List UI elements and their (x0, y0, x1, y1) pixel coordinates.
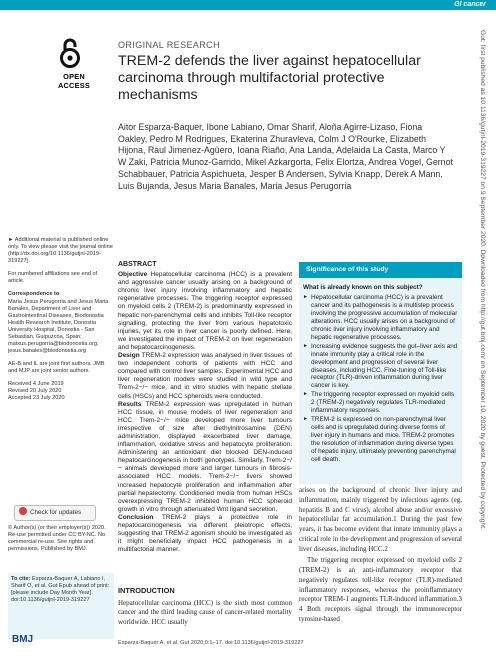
results-text: TREM-2 expression was upregulated in human HCC tissue, in mouse models of liver regeneration and HCC. Trem-2−/− mice developed more liver tumours irrespective of size after diethylnitrosamine (DEN) administration, displayed exacerbated liver damage, inflammation, oxidative stress and hepatocyte proliferation. Administering an antioxidant diet blocked DEN-induced hepatocarcinogenesis in both genotypes. Similarly, Trem-2−/− animals developed more and larger tumours in fibrosis-associated HCC models. Trem-2−/− livers showed increased hepatocyte proliferation and inflammation after partial hepatectomy. Conditioned media from human HSCs overexpressing TREM-2 inhibited human HCC spheroid growth in vitro through attenuated Wnt ligand secretion. (118, 400, 292, 513)
significance-item: ► Hepatocellular carcinoma (HCC) is a prevalent cancer and its pathogenesis is a multistep process involving the progressive accumulation of molecular alterations. HCC usually arises on a background of chronic liver injury involving inflammatory and hepatic regenerative processes. (303, 294, 458, 342)
page-footer: Esparza-Baquer A, et al. Gut 2020;0:1–17. doi:10.1136/gutjnl-2019-319227 (118, 640, 304, 646)
introduction-heading: INTRODUCTION (118, 586, 175, 595)
correspondence-body: Maria Jesus Perugorria and Jesus Maria Banales, Department of Liver and Gastrointestinal Diseases, Biodonostia Health Research Institute, Donostia University Hospital, Donostia - San Sebastian, Guipuzcoa, Spain; matxus.perugorria@biodonostia.org, jesus.banales@biodonostia.org (8, 299, 109, 354)
open-access-lock-icon (58, 38, 82, 68)
bmj-logo: BMJ (12, 634, 34, 645)
results-label: Results (118, 400, 142, 408)
conclusion-text: TREM-2 plays a protective role in hepatocarcinogenesis via different pleiotropic effects, suggesting that TREM-2 agonism should be investigated as it might beneficially impact HCC pathogenesis in a multifactorial manner. (118, 513, 292, 554)
check-updates-label: Check for updates (30, 509, 82, 516)
abstract-heading: ABSTRACT (118, 261, 157, 268)
author-list: Aitor Esparza-Baquer, Ibone Labiano, Omar Sharif, Aloña Agirre-Lizaso, Fiona Oakley, Pedro M Rodrigues, Ekaterina Zhuravleva, Colm J O'Rourke, Elizabeth Hijona, Raul Jimenez-Agüero, Ioana Riaño, Ana Landa, Adelaida La Casta, Marco Y W Zaki, Patricia Munoz-Garrido, Mikel Azkargorta, Felix Elortza, Andrea Vogel, Gernot Schabbauer, Patricia Aspichueta, Jesper B Andersen, Sylvia Knapp, Derek A Mann, Luis Bujanda, Jesus Maria Banales, Maria Jesus Perugorria (118, 122, 453, 191)
body-paragraph: arises on the background of chronic liver injury and inflammation, mainly triggered by infectious agents (eg, hepatitis B and C virus), alcohol abuse and/or excessive hepatocellular fat accumulation.1 During the past few years, it has become evident that innate immunity plays a critical role in the development and progression of several liver diseases, including HCC.2 (299, 486, 462, 553)
left-notes (8, 237, 114, 408)
significance-item: ► The triggering receptor expressed on myeloid cells 2 (TREM-2) negatively regulates TLR-mediated inflammatory responses. (303, 391, 458, 415)
cite-label: To cite: (11, 576, 31, 582)
significance-body (303, 284, 458, 465)
significance-heading: Significance of this study (299, 262, 462, 278)
additional-material-note: ► Additional material is published online only. To view please visit the journal online (http://dx.doi.org/10.1136/gutjnl-2019-319227). (8, 237, 113, 264)
section-label: ORIGINAL RESEARCH (118, 40, 220, 50)
cite-text: Esparza-Baquer A, Labiano I, Sharif O, et al. Gut Epub ahead of print: [please include Day Month Year]. doi:10.1136/gutjnl-2019-319227 (11, 576, 110, 603)
introduction-text: Hepatocellular carcinoma (HCC) is the sixth most common cancer and the third leading cause of cancer-related mortality worldwide. HCC usually (118, 598, 292, 626)
abstract (118, 261, 292, 554)
significance-question: What is already known on this subject? (303, 284, 423, 291)
equal-contribution-note: AE-B and IL are joint first authors. JMB and MJP are joint senior authors. (8, 361, 105, 374)
journal-section-tag: GI cancer (454, 1, 486, 8)
design-label: Design (118, 352, 140, 360)
conclusion-label: Conclusion (118, 513, 154, 521)
design-text: TREM-2 expression was analysed in liver tissues of two independent cohorts of patients with HCC and compared with control liver samples. Experimental HCC and liver regeneration models were studied in wild type and Trem-2−/− mice, and in vitro studies with hepatic stellate cells (HSCs) and HCC spheroids were conducted. (118, 352, 292, 400)
significance-item: ► TREM-2 is expressed on non-parenchymal liver cells and is upregulated during diverse forms of liver injury in humans and mice. TREM-2 promotes the resolution of inflammation during diverse types of hepatic injury, ultimately preventing parenchymal cell death. (303, 416, 458, 464)
affiliations-note: For numbered affiliations see end of article. (8, 271, 98, 284)
side-citation-text: Gut: first published as 10.1136/gutjnl-2019-319227 on 9 September 2020. Downloaded from http://gut.bmj.com/ on September 10, 2020 by guest. Protected by copyright. (479, 30, 486, 530)
correspondence-heading: Correspondence to (8, 291, 60, 297)
crossmark-icon (19, 507, 27, 515)
article-title: TREM-2 defends the liver against hepatocellular carcinoma through multifactorial protective mechanisms (118, 53, 421, 103)
open-access-label: OPEN ACCESS (57, 72, 90, 90)
article-dates: Received 4 June 2019 Revised 20 July 2020 Accepted 23 July 2020 (8, 381, 65, 401)
objective-text: Hepatocellular carcinoma (HCC) is a prevalent and aggressive cancer usually arising on a background of chronic liver injury involving inflammatory and hepatic regenerative processes. The triggering receptor expressed on myeloid cells 2 (TREM-2) is predominantly expressed in hepatic non-parenchymal cells and inhibits Toll-like receptor signalling, protecting the liver from various hepatotoxic injuries, yet its role in liver cancer is poorly defined. Here, we investigated the impact of TREM-2 on liver regeneration and hepatocarcinogenesis. (118, 271, 292, 351)
side-citation-strip (470, 30, 490, 650)
citation-box (8, 573, 114, 639)
introduction (118, 586, 292, 627)
copyright-note: © Author(s) (or their employer(s)) 2020. Re-use permitted under CC BY-NC. No commercial re-use. See rights and permissions. Published by BMJ. (8, 525, 106, 552)
objective-label: Objective (118, 271, 148, 279)
significance-box (299, 262, 462, 484)
top-bar (0, 0, 496, 10)
significance-item: ► Increasing evidence suggests the gut–liver axis and innate immunity play a critical role in the development and progression of several liver diseases, including HCC. Fine-tuning of Toll-like receptor (TLR)-driven inflammation during liver cancer is key. (303, 343, 458, 391)
body-text-right (299, 486, 462, 627)
check-for-updates-button[interactable] (14, 505, 96, 521)
body-paragraph: The triggering receptor expressed on myeloid cells 2 (TREM-2) is an anti-inflammatory receptor that negatively regulates toll-like receptor (TLR)-mediated inflammatory responses, whereas the proinflammatory receptor TREM-1 augments TLR-induced inflammation.3 4 Both receptors signal through the immunoreceptor tyrosine-based (299, 556, 462, 623)
